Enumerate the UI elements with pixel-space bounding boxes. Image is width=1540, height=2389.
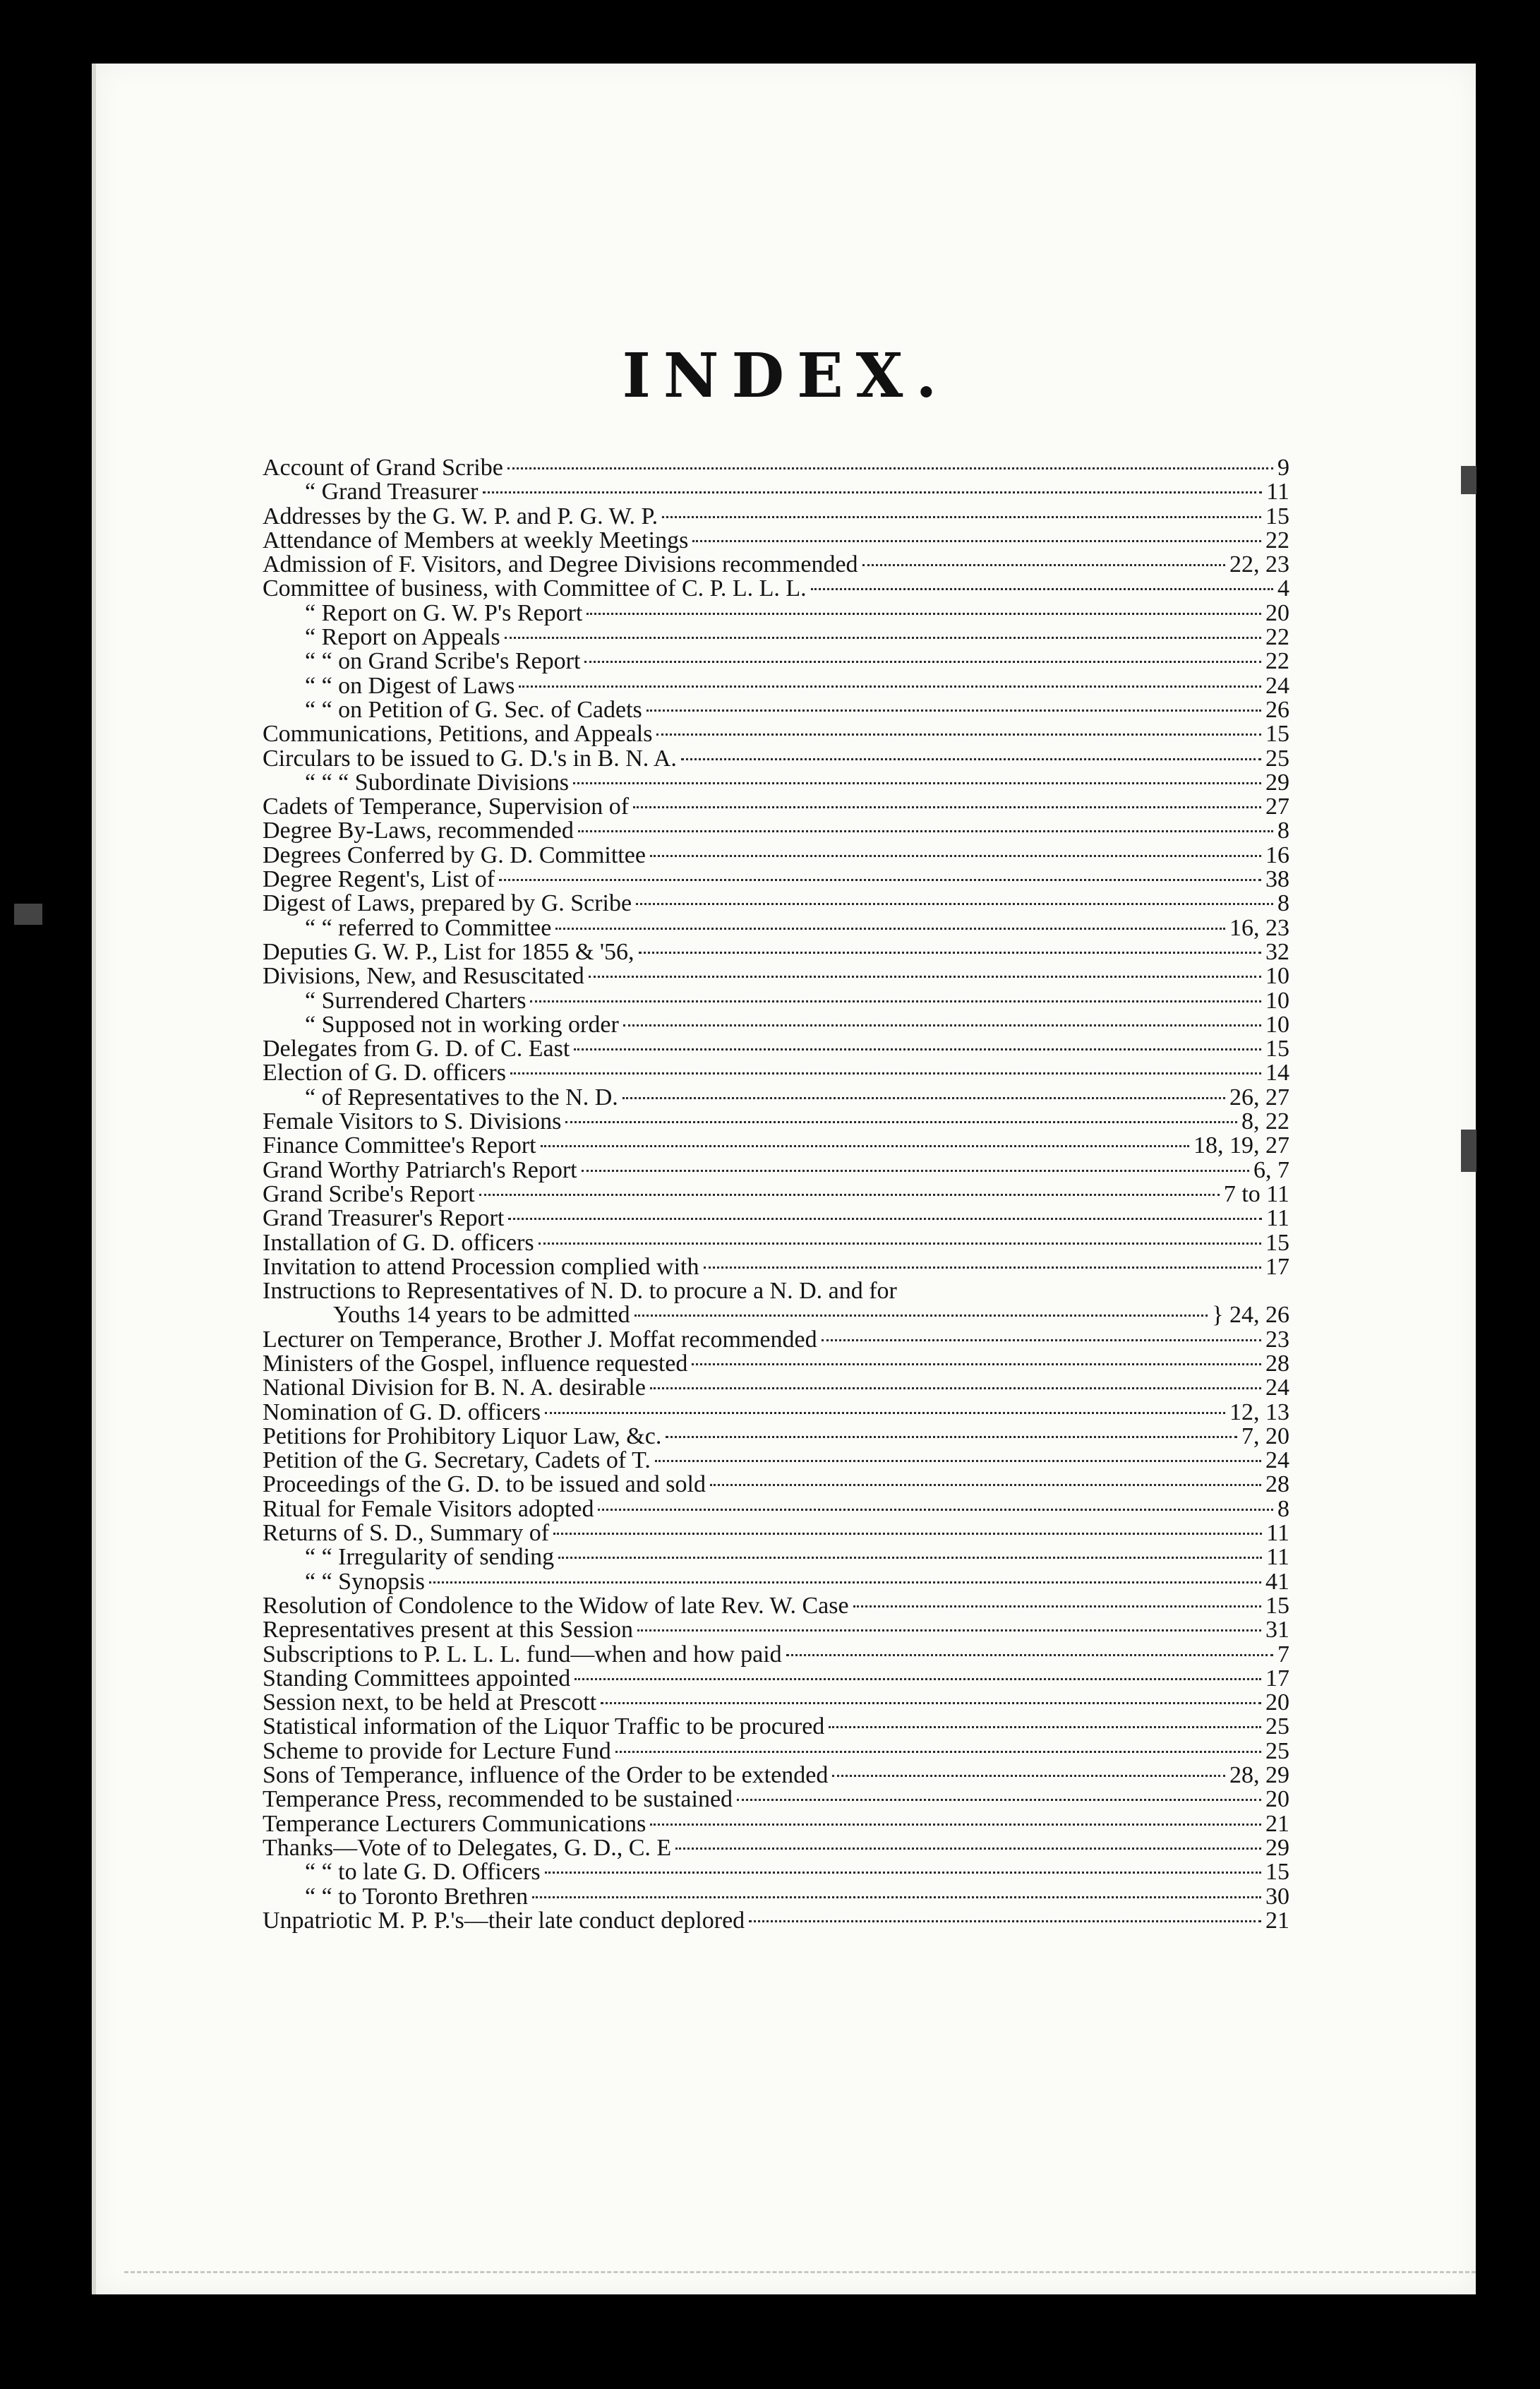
dot-leader	[692, 1363, 1261, 1365]
index-entry-pages: 18, 19, 27	[1193, 1134, 1289, 1158]
index-entry	[263, 480, 1289, 504]
index-entry-label: Grand Scribe's Report	[263, 1182, 475, 1207]
index-entry-label: “ Supposed not in working order	[305, 1012, 619, 1038]
index-entry	[263, 1812, 1289, 1836]
index-entry-pages: 30	[1265, 1884, 1289, 1909]
index-entry-pages: 29	[1265, 770, 1289, 796]
index-entry-pages: 41	[1265, 1569, 1289, 1594]
index-entry-pages: 24	[1265, 673, 1289, 698]
index-entry-label: Cadets of Temperance, Supervision of	[263, 795, 630, 820]
index-entry-label: “ “ on Petition of G. Sec. of Cadets	[305, 697, 642, 723]
dot-leader	[634, 1315, 1208, 1317]
dot-leader	[510, 1072, 1261, 1074]
index-entry-label: Attendance of Members at weekly Meetings	[263, 528, 689, 553]
index-entry	[263, 1013, 1289, 1037]
index-entry-label: Invitation to attend Procession complied with	[263, 1255, 699, 1280]
index-entry-pages: 16	[1265, 843, 1289, 868]
dot-leader	[539, 1243, 1261, 1245]
index-entry-label: Unpatriotic M. P. P.'s—their late conduct deplored	[263, 1908, 745, 1934]
index-entry	[263, 1667, 1289, 1691]
index-entry-label: Temperance Lecturers Communications	[263, 1812, 646, 1836]
index-entry-pages: 8	[1277, 1497, 1289, 1522]
dot-leader	[811, 588, 1273, 590]
index-entry	[263, 1255, 1289, 1279]
dot-leader	[650, 1824, 1261, 1826]
dot-leader	[578, 830, 1273, 832]
dot-leader	[519, 685, 1261, 688]
index-entry-label: Ministers of the Gospel, influence requested	[263, 1351, 688, 1377]
index-entry	[263, 868, 1289, 892]
index-entry	[263, 1715, 1289, 1739]
index-entry	[263, 1764, 1289, 1788]
index-entry-pages: 31	[1265, 1618, 1289, 1643]
index-entry	[263, 1401, 1289, 1425]
index-entry-pages: 27	[1265, 795, 1289, 820]
index-entry	[263, 1545, 1289, 1569]
index-entry	[263, 1303, 1289, 1327]
index-entry-pages: 32	[1265, 940, 1289, 965]
index-entry-label: Degrees Conferred by G. D. Committee	[263, 843, 646, 868]
index-entry	[263, 553, 1289, 577]
index-entry	[263, 1449, 1289, 1473]
dot-leader	[650, 855, 1261, 857]
index-entry	[263, 844, 1289, 868]
index-entry	[263, 771, 1289, 795]
index-entry	[263, 989, 1289, 1013]
index-entry	[263, 1836, 1289, 1860]
index-entry-label: Youths 14 years to be admitted	[333, 1303, 630, 1328]
index-entry	[263, 1521, 1289, 1545]
index-entry	[263, 1860, 1289, 1884]
index-entry-pages: 21	[1265, 1908, 1289, 1934]
index-entry-label: Election of G. D. officers	[263, 1061, 506, 1086]
index-entry-label: Petitions for Prohibitory Liquor Law, &c.	[263, 1424, 662, 1449]
index-entry-label: Installation of G. D. officers	[263, 1231, 534, 1255]
index-entry-label: Grand Treasurer's Report	[263, 1207, 505, 1231]
index-entry-label: Representatives present at this Session	[263, 1618, 634, 1643]
dot-leader	[822, 1339, 1261, 1341]
index-entry-pages: 25	[1265, 1739, 1289, 1764]
index-entry-label: Thanks—Vote of to Delegates, G. D., C. E	[263, 1836, 672, 1861]
index-entry-label: Ritual for Female Visitors adopted	[263, 1497, 594, 1522]
index-entry-pages: 26	[1265, 697, 1289, 723]
dot-leader	[710, 1484, 1261, 1486]
dot-leader	[586, 613, 1261, 615]
index-entry-pages: 11	[1266, 480, 1289, 505]
index-entry	[263, 529, 1289, 553]
index-entry-pages: 24	[1265, 1376, 1289, 1401]
index-entry	[263, 674, 1289, 698]
index-entry-pages: } 24, 26	[1212, 1303, 1289, 1328]
index-entry	[263, 1425, 1289, 1449]
index-entry-pages: 7 to 11	[1223, 1182, 1289, 1207]
index-entry-pages: 11	[1266, 1207, 1289, 1231]
index-entry-pages: 8	[1277, 892, 1289, 916]
index-entry	[263, 1740, 1289, 1764]
dot-leader	[575, 1678, 1261, 1680]
index-entry	[263, 1231, 1289, 1255]
index-entry-pages: 17	[1265, 1666, 1289, 1692]
index-entry	[263, 819, 1289, 843]
dot-leader	[532, 1896, 1261, 1898]
scan-mark	[14, 904, 42, 925]
index-entry-label: Resolution of Condolence to the Widow of late Rev. W. Case	[263, 1593, 849, 1619]
index-entry-label: Sons of Temperance, influence of the Order to be extended	[263, 1764, 829, 1788]
index-entry	[263, 1037, 1289, 1061]
index-entry	[263, 601, 1289, 625]
index-entry	[263, 722, 1289, 746]
dot-leader	[615, 1751, 1261, 1753]
index-entry-pages: 23	[1265, 1327, 1289, 1352]
index-entry-label: “ “ “ Subordinate Divisions	[305, 770, 569, 796]
index-entry	[263, 1691, 1289, 1715]
index-entry-label: Degree By-Laws, recommended	[263, 819, 574, 844]
document-page	[92, 64, 1476, 2294]
index-entry	[263, 1352, 1289, 1376]
index-entry-pages: 25	[1265, 746, 1289, 771]
scan-mark	[1461, 1130, 1476, 1172]
dot-leader	[656, 734, 1261, 736]
dot-leader	[832, 1775, 1225, 1777]
index-entry-label: “ “ to Toronto Brethren	[305, 1884, 529, 1909]
index-entry	[263, 649, 1289, 673]
index-entry-pages: 7	[1277, 1642, 1289, 1667]
index-entry-pages: 10	[1265, 988, 1289, 1013]
dot-leader	[530, 1000, 1261, 1002]
index-entry-label: Delegates from G. D. of C. East	[263, 1037, 570, 1062]
dot-leader	[704, 1267, 1261, 1269]
dot-leader	[646, 709, 1261, 712]
index-entry	[263, 1086, 1289, 1110]
index-entry	[263, 1909, 1289, 1933]
dot-leader	[582, 1170, 1249, 1172]
index-entry-label: “ “ Irregularity of sending	[305, 1545, 555, 1570]
index-entry	[263, 1570, 1289, 1594]
index-entry-label: National Division for B. N. A. desirable	[263, 1376, 646, 1401]
index-entry	[263, 1134, 1289, 1158]
dot-leader	[598, 1509, 1273, 1511]
index-entry-pages: 10	[1265, 1012, 1289, 1038]
index-list	[263, 456, 1289, 1933]
index-entry-label: “ Surrendered Charters	[305, 988, 527, 1013]
index-entry-pages: 11	[1266, 1545, 1289, 1570]
index-entry-label: Statistical information of the Liquor Traffic to be procured	[263, 1715, 825, 1740]
index-entry	[263, 625, 1289, 649]
index-entry-pages: 15	[1265, 1037, 1289, 1062]
index-entry-pages: 8	[1277, 819, 1289, 844]
index-entry	[263, 1158, 1289, 1182]
index-entry-label: Circulars to be issued to G. D.'s in B. N. A.	[263, 746, 677, 771]
dot-leader	[636, 903, 1273, 905]
index-entry-label: Returns of S. D., Summary of	[263, 1521, 550, 1546]
dot-leader	[505, 637, 1261, 639]
dot-leader	[573, 782, 1261, 784]
index-entry-pages: 16, 23	[1229, 916, 1289, 940]
dot-leader	[692, 540, 1261, 542]
index-entry-pages: 17	[1265, 1255, 1289, 1280]
index-entry-pages: 15	[1265, 504, 1289, 529]
index-entry-pages: 6, 7	[1253, 1158, 1289, 1182]
index-entry	[263, 1182, 1289, 1207]
dot-leader	[655, 1460, 1261, 1462]
index-entry	[263, 964, 1289, 988]
index-entry-label: Instructions to Representatives of N. D. to procure a N. D. and for	[263, 1279, 897, 1304]
dot-leader	[541, 1145, 1189, 1147]
index-entry-label: “ “ on Digest of Laws	[305, 673, 515, 698]
index-entry-label: Account of Grand Scribe	[263, 456, 503, 481]
index-entry-pages: 26, 27	[1229, 1085, 1289, 1110]
index-entry	[263, 1110, 1289, 1134]
index-entry-label: Female Visitors to S. Divisions	[263, 1110, 562, 1134]
index-entry-pages: 38	[1265, 868, 1289, 892]
index-entry-label: Finance Committee's Report	[263, 1134, 536, 1158]
index-entry-label: Subscriptions to P. L. L. L. fund—when and how paid	[263, 1642, 782, 1667]
dot-leader	[555, 928, 1225, 930]
dot-leader	[558, 1557, 1262, 1559]
index-entry-label: “ Report on Appeals	[305, 625, 500, 650]
index-entry	[263, 1376, 1289, 1400]
index-entry-pages: 22, 23	[1229, 553, 1289, 577]
index-entry	[263, 1328, 1289, 1352]
index-entry-pages: 14	[1265, 1061, 1289, 1086]
index-entry-pages: 25	[1265, 1715, 1289, 1740]
index-entry	[263, 1061, 1289, 1085]
dot-leader	[675, 1848, 1261, 1850]
index-entry-label: “ “ Synopsis	[305, 1569, 425, 1594]
index-entry-label: “ “ to late G. D. Officers	[305, 1860, 541, 1885]
index-entry-label: Scheme to provide for Lecture Fund	[263, 1739, 611, 1764]
dot-leader	[483, 491, 1263, 493]
index-entry-pages: 22	[1265, 625, 1289, 650]
dot-leader	[499, 879, 1261, 881]
dot-leader	[637, 1629, 1261, 1631]
dot-leader	[622, 1097, 1225, 1099]
index-entry-pages: 8, 22	[1241, 1110, 1289, 1134]
dot-leader	[553, 1533, 1262, 1535]
index-entry-label: “ Report on G. W. P's Report	[305, 601, 583, 626]
index-entry	[263, 795, 1289, 819]
index-entry-label: Divisions, New, and Resuscitated	[263, 964, 584, 989]
index-entry	[263, 916, 1289, 940]
dot-leader	[681, 758, 1261, 760]
index-entry	[263, 940, 1289, 964]
index-entry-pages: 15	[1265, 1860, 1289, 1885]
dot-leader	[737, 1799, 1261, 1801]
index-entry-label: Nomination of G. D. officers	[263, 1400, 541, 1425]
index-entry-pages: 29	[1265, 1836, 1289, 1861]
index-entry-label: Standing Committees appointed	[263, 1666, 571, 1692]
index-entry-pages: 15	[1265, 722, 1289, 747]
index-entry-label: Digest of Laws, prepared by G. Scribe	[263, 892, 632, 916]
index-entry	[263, 1207, 1289, 1231]
index-entry-pages: 9	[1277, 456, 1289, 481]
index-entry-label: “ “ on Grand Scribe's Report	[305, 649, 581, 674]
index-entry	[263, 505, 1289, 529]
index-entry-label: “ of Representatives to the N. D.	[305, 1085, 618, 1110]
dot-leader	[786, 1654, 1273, 1656]
index-entry-pages: 10	[1265, 964, 1289, 989]
index-entry-label: “ Grand Treasurer	[305, 480, 479, 505]
index-entry	[263, 1594, 1289, 1618]
index-entry-pages: 15	[1265, 1593, 1289, 1619]
index-entry-label: Admission of F. Visitors, and Degree Divisions recommended	[263, 553, 858, 577]
scan-mark	[1461, 466, 1476, 494]
index-entry	[263, 1497, 1289, 1521]
index-entry-label: Lecturer on Temperance, Brother J. Moffat recommended	[263, 1327, 817, 1352]
index-entry-label: Temperance Press, recommended to be sustained	[263, 1788, 733, 1812]
dot-leader	[639, 952, 1261, 954]
index-entry	[263, 892, 1289, 916]
index-entry-pages: 22	[1265, 528, 1289, 553]
index-entry-pages: 7, 20	[1241, 1424, 1289, 1449]
index-entry-pages: 24	[1265, 1449, 1289, 1473]
index-entry	[263, 1618, 1289, 1642]
index-entry-pages: 4	[1277, 577, 1289, 601]
index-entry-label: Committee of business, with Committee of C. P. L. L. L.	[263, 577, 807, 601]
index-entry-label: Session next, to be held at Prescott	[263, 1691, 597, 1716]
dot-leader	[633, 806, 1261, 808]
index-entry-label: Petition of the G. Secretary, Cadets of T.	[263, 1449, 651, 1473]
index-entry-pages: 20	[1265, 601, 1289, 626]
index-entry-pages: 20	[1265, 1788, 1289, 1812]
index-entry	[263, 1885, 1289, 1909]
dot-leader	[623, 1024, 1261, 1026]
dot-leader	[574, 1048, 1261, 1050]
index-entry-pages: 15	[1265, 1231, 1289, 1255]
index-entry	[263, 456, 1289, 480]
index-entry-label: Addresses by the G. W. P. and P. G. W. P.	[263, 504, 658, 529]
dot-leader	[545, 1412, 1225, 1414]
index-entry-label: Proceedings of the G. D. to be issued and sold	[263, 1473, 706, 1497]
dot-leader	[584, 661, 1261, 663]
dot-leader	[508, 1218, 1262, 1220]
index-entry	[263, 698, 1289, 722]
index-entry-label: Deputies G. W. P., List for 1855 & '56,	[263, 940, 634, 965]
index-entry	[263, 1643, 1289, 1667]
index-entry-label: “ “ referred to Committee	[305, 916, 552, 940]
index-entry-pages: 28	[1265, 1351, 1289, 1377]
page-title: INDEX.	[622, 340, 950, 412]
dot-leader	[853, 1605, 1261, 1607]
index-entry-label: Grand Worthy Patriarch's Report	[263, 1158, 577, 1182]
dot-leader	[589, 976, 1261, 978]
dot-leader	[601, 1702, 1261, 1704]
dot-leader	[650, 1387, 1261, 1389]
index-entry	[263, 1788, 1289, 1812]
index-entry	[263, 1279, 1289, 1303]
index-entry-pages: 20	[1265, 1691, 1289, 1716]
dot-leader	[862, 564, 1225, 566]
dot-leader	[507, 467, 1273, 469]
dot-leader	[545, 1872, 1261, 1874]
index-entry	[263, 1473, 1289, 1497]
index-entry-pages: 21	[1265, 1812, 1289, 1836]
dot-leader	[749, 1920, 1261, 1922]
index-entry-label: Degree Regent's, List of	[263, 868, 495, 892]
index-entry-pages: 28, 29	[1229, 1764, 1289, 1788]
dot-leader	[829, 1726, 1261, 1728]
index-entry-pages: 22	[1265, 649, 1289, 674]
dot-leader	[666, 1436, 1237, 1438]
index-entry	[263, 747, 1289, 771]
index-entry-label: Communications, Petitions, and Appeals	[263, 722, 653, 747]
index-entry-pages: 28	[1265, 1473, 1289, 1497]
index-entry-pages: 12, 13	[1229, 1400, 1289, 1425]
dot-leader	[662, 516, 1261, 518]
index-entry-pages: 11	[1266, 1521, 1289, 1546]
index-entry	[263, 577, 1289, 601]
dot-leader	[565, 1121, 1237, 1123]
dot-leader	[429, 1581, 1261, 1583]
dot-leader	[479, 1194, 1220, 1196]
